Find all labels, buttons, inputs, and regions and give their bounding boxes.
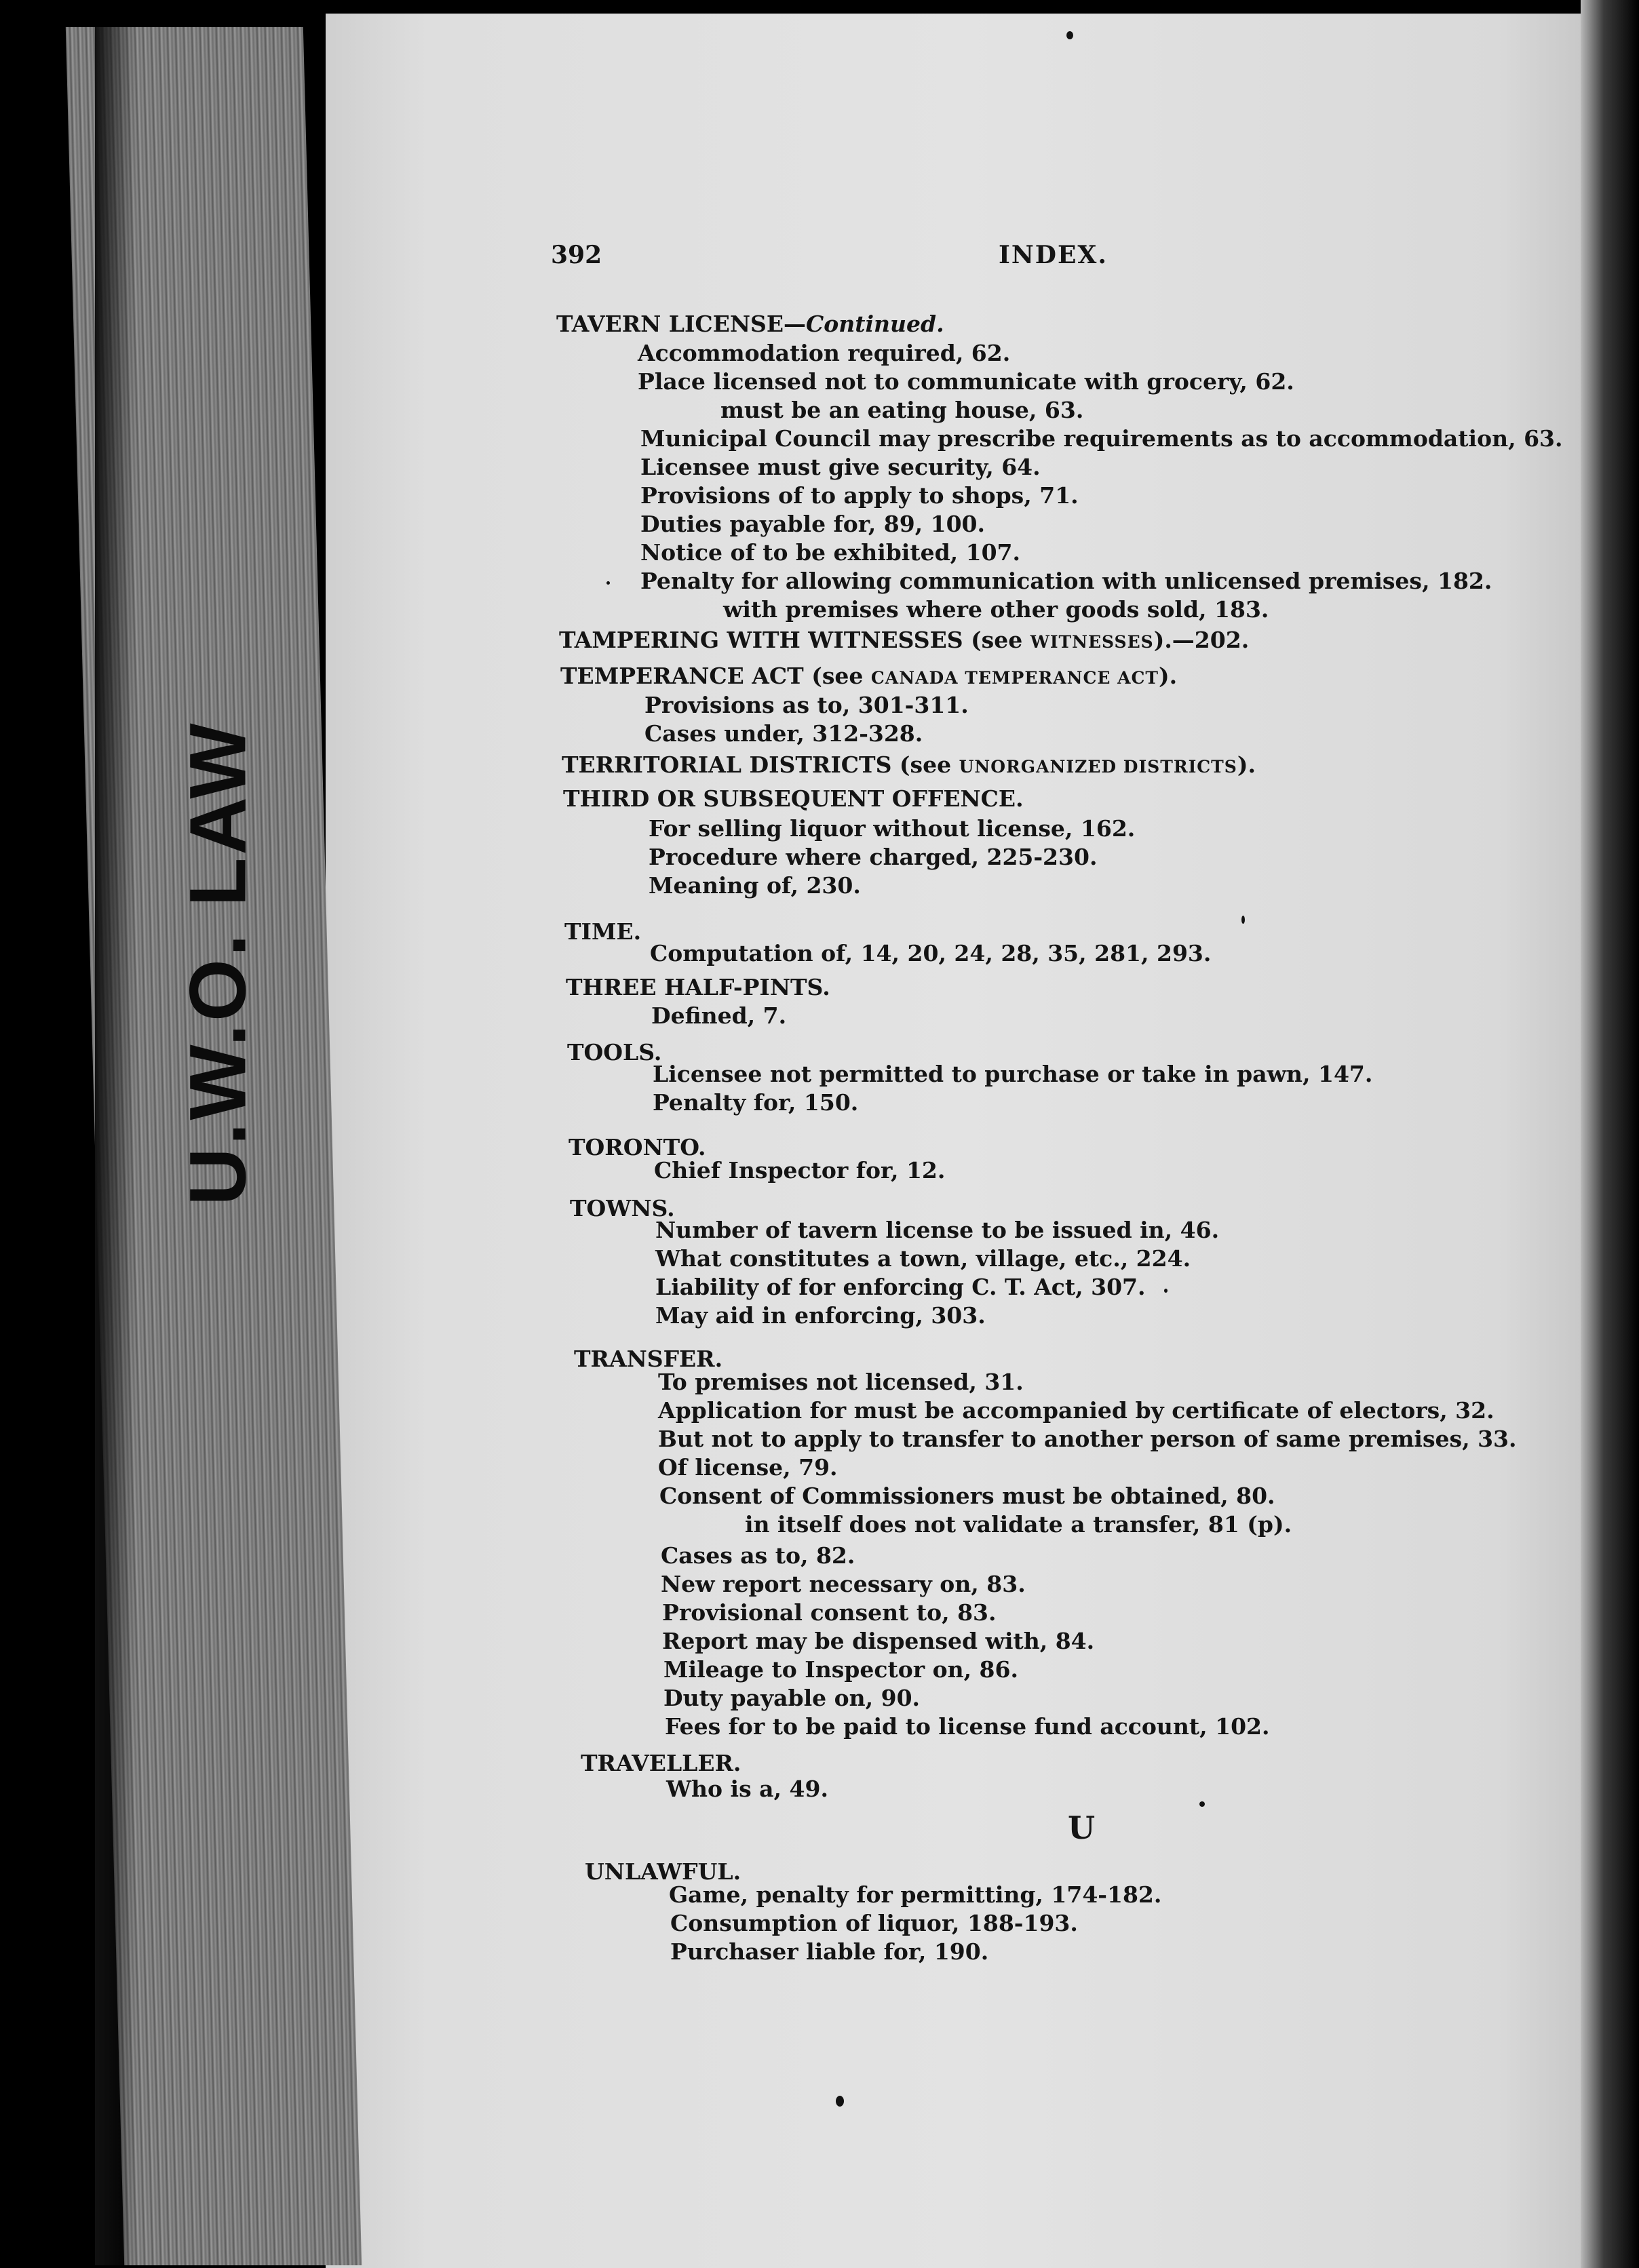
entry-heading: THIRD OR SUBSEQUENT OFFENCE. [563, 785, 1024, 812]
index-subentry: Provisions of to apply to shops, 71. [640, 482, 1079, 509]
index-subentry: Mileage to Inspector on, 86. [663, 1656, 1018, 1683]
index-subentry: Liability of for enforcing C. T. Act, 307. [655, 1274, 1146, 1300]
entry-heading: TRANSFER. [574, 1346, 723, 1372]
index-subentry: Licensee must give security, 64. [640, 454, 1041, 480]
index-subentry: Chief Inspector for, 12. [654, 1157, 946, 1184]
index-subentry: To premises not licensed, 31. [658, 1369, 1024, 1395]
scan-speck [836, 2096, 844, 2107]
page-number: 392 [551, 241, 602, 269]
index-subentry: May aid in enforcing, 303. [655, 1302, 986, 1329]
index-subentry: Computation of, 14, 20, 24, 28, 35, 281, 293. [650, 940, 1212, 966]
heading-text: TEMPERANCE ACT [560, 663, 804, 689]
index-subentry: Penalty for allowing communication with unlicensed premises, 182. [640, 568, 1492, 594]
index-subentry: Cases under, 312-328. [644, 720, 923, 747]
index-subentry: Cases as to, 82. [661, 1542, 855, 1569]
entry-heading [559, 627, 1249, 653]
cross-reference: WITNESSES [1030, 632, 1154, 652]
running-title: INDEX. [999, 241, 1108, 269]
index-subentry: For selling liquor without license, 162. [649, 815, 1136, 842]
index-subentry: Duty payable on, 90. [663, 1685, 921, 1711]
entry-heading: TORONTO. [568, 1134, 706, 1160]
index-subentry: Consumption of liquor, 188-193. [670, 1910, 1078, 1936]
index-subentry: Municipal Council may prescribe requirements as to accommodation, 63. [640, 425, 1563, 452]
index-subentry: Provisions as to, 301-311. [644, 692, 969, 718]
see-close: ). [1237, 751, 1256, 778]
index-subentry: Procedure where charged, 225-230. [649, 844, 1098, 870]
entry-heading: TOWNS. [570, 1195, 675, 1221]
see-open: (see [803, 663, 871, 689]
entry-heading: UNLAWFUL. [585, 1858, 741, 1885]
index-subentry: Of license, 79. [658, 1454, 838, 1481]
scan-speck [1066, 31, 1073, 39]
entry-heading: TRAVELLER. [581, 1750, 741, 1776]
index-subentry: Licensee not permitted to purchase or take in pawn, 147. [653, 1061, 1373, 1087]
heading-text: TAMPERING WITH WITNESSES [559, 627, 963, 653]
index-subentry: Provisional consent to, 83. [662, 1599, 997, 1626]
scan-speck [1241, 916, 1245, 924]
scan-speck [1164, 1289, 1168, 1293]
scan-speck [606, 581, 610, 585]
cross-reference: CANADA TEMPERANCE ACT [870, 668, 1159, 688]
heading-text: TAVERN LICENSE— [556, 311, 806, 337]
spine-label-text: U.W.O. LAW [174, 720, 264, 1206]
index-subentry: in itself does not validate a transfer, 81 (p). [745, 1511, 1292, 1538]
entry-heading: TIME. [564, 918, 642, 945]
index-subentry: Defined, 7. [651, 1002, 787, 1029]
page-edge [1581, 0, 1639, 2268]
index-subentry: Number of tavern license to be issued in, 46. [655, 1217, 1220, 1243]
index-subentry: Fees for to be paid to license fund account, 102. [665, 1713, 1270, 1740]
see-open: (see [891, 751, 959, 778]
index-subentry: with premises where other goods sold, 183. [723, 596, 1269, 623]
index-subentry: must be an eating house, 63. [720, 397, 1084, 423]
see-close: ). [1159, 663, 1178, 689]
index-subentry: Report may be dispensed with, 84. [662, 1628, 1095, 1654]
entry-heading [560, 663, 1177, 689]
entry-heading [556, 311, 944, 337]
index-subentry: Consent of Commissioners must be obtained, 80. [659, 1483, 1275, 1509]
index-subentry: What constitutes a town, village, etc., 224. [655, 1245, 1191, 1272]
index-subentry: Application for must be accompanied by certificate of electors, 32. [658, 1397, 1495, 1424]
scan-speck [1199, 1801, 1205, 1807]
heading-text: TERRITORIAL DISTRICTS [562, 751, 892, 778]
index-subentry: Place licensed not to communicate with grocery, 62. [638, 368, 1294, 395]
entry-heading: THREE HALF-PINTS. [566, 974, 830, 1000]
cross-reference: UNORGANIZED DISTRICTS [959, 757, 1237, 777]
see-close: ).—202. [1153, 627, 1250, 653]
index-subentry: Purchaser liable for, 190. [670, 1938, 989, 1965]
entry-heading [562, 751, 1256, 778]
index-subentry: Who is a, 49. [666, 1776, 828, 1802]
index-subentry: Penalty for, 150. [653, 1089, 859, 1116]
index-subentry: Accommodation required, 62. [638, 340, 1011, 366]
index-subentry: New report necessary on, 83. [661, 1571, 1026, 1597]
spine-label [174, 720, 264, 1206]
index-subentry: But not to apply to transfer to another person of same premises, 33. [658, 1426, 1517, 1452]
index-subentry: Notice of to be exhibited, 107. [640, 539, 1021, 566]
index-subentry: Game, penalty for permitting, 174-182. [669, 1881, 1162, 1908]
index-subentry: Duties payable for, 89, 100. [640, 511, 986, 537]
continued-label: Continued. [806, 311, 944, 337]
section-letter: U [1068, 1810, 1096, 1846]
entry-heading: TOOLS. [567, 1039, 662, 1065]
see-open: (see [963, 627, 1030, 653]
spine-shadow [95, 27, 136, 2265]
index-subentry: Meaning of, 230. [649, 872, 861, 899]
